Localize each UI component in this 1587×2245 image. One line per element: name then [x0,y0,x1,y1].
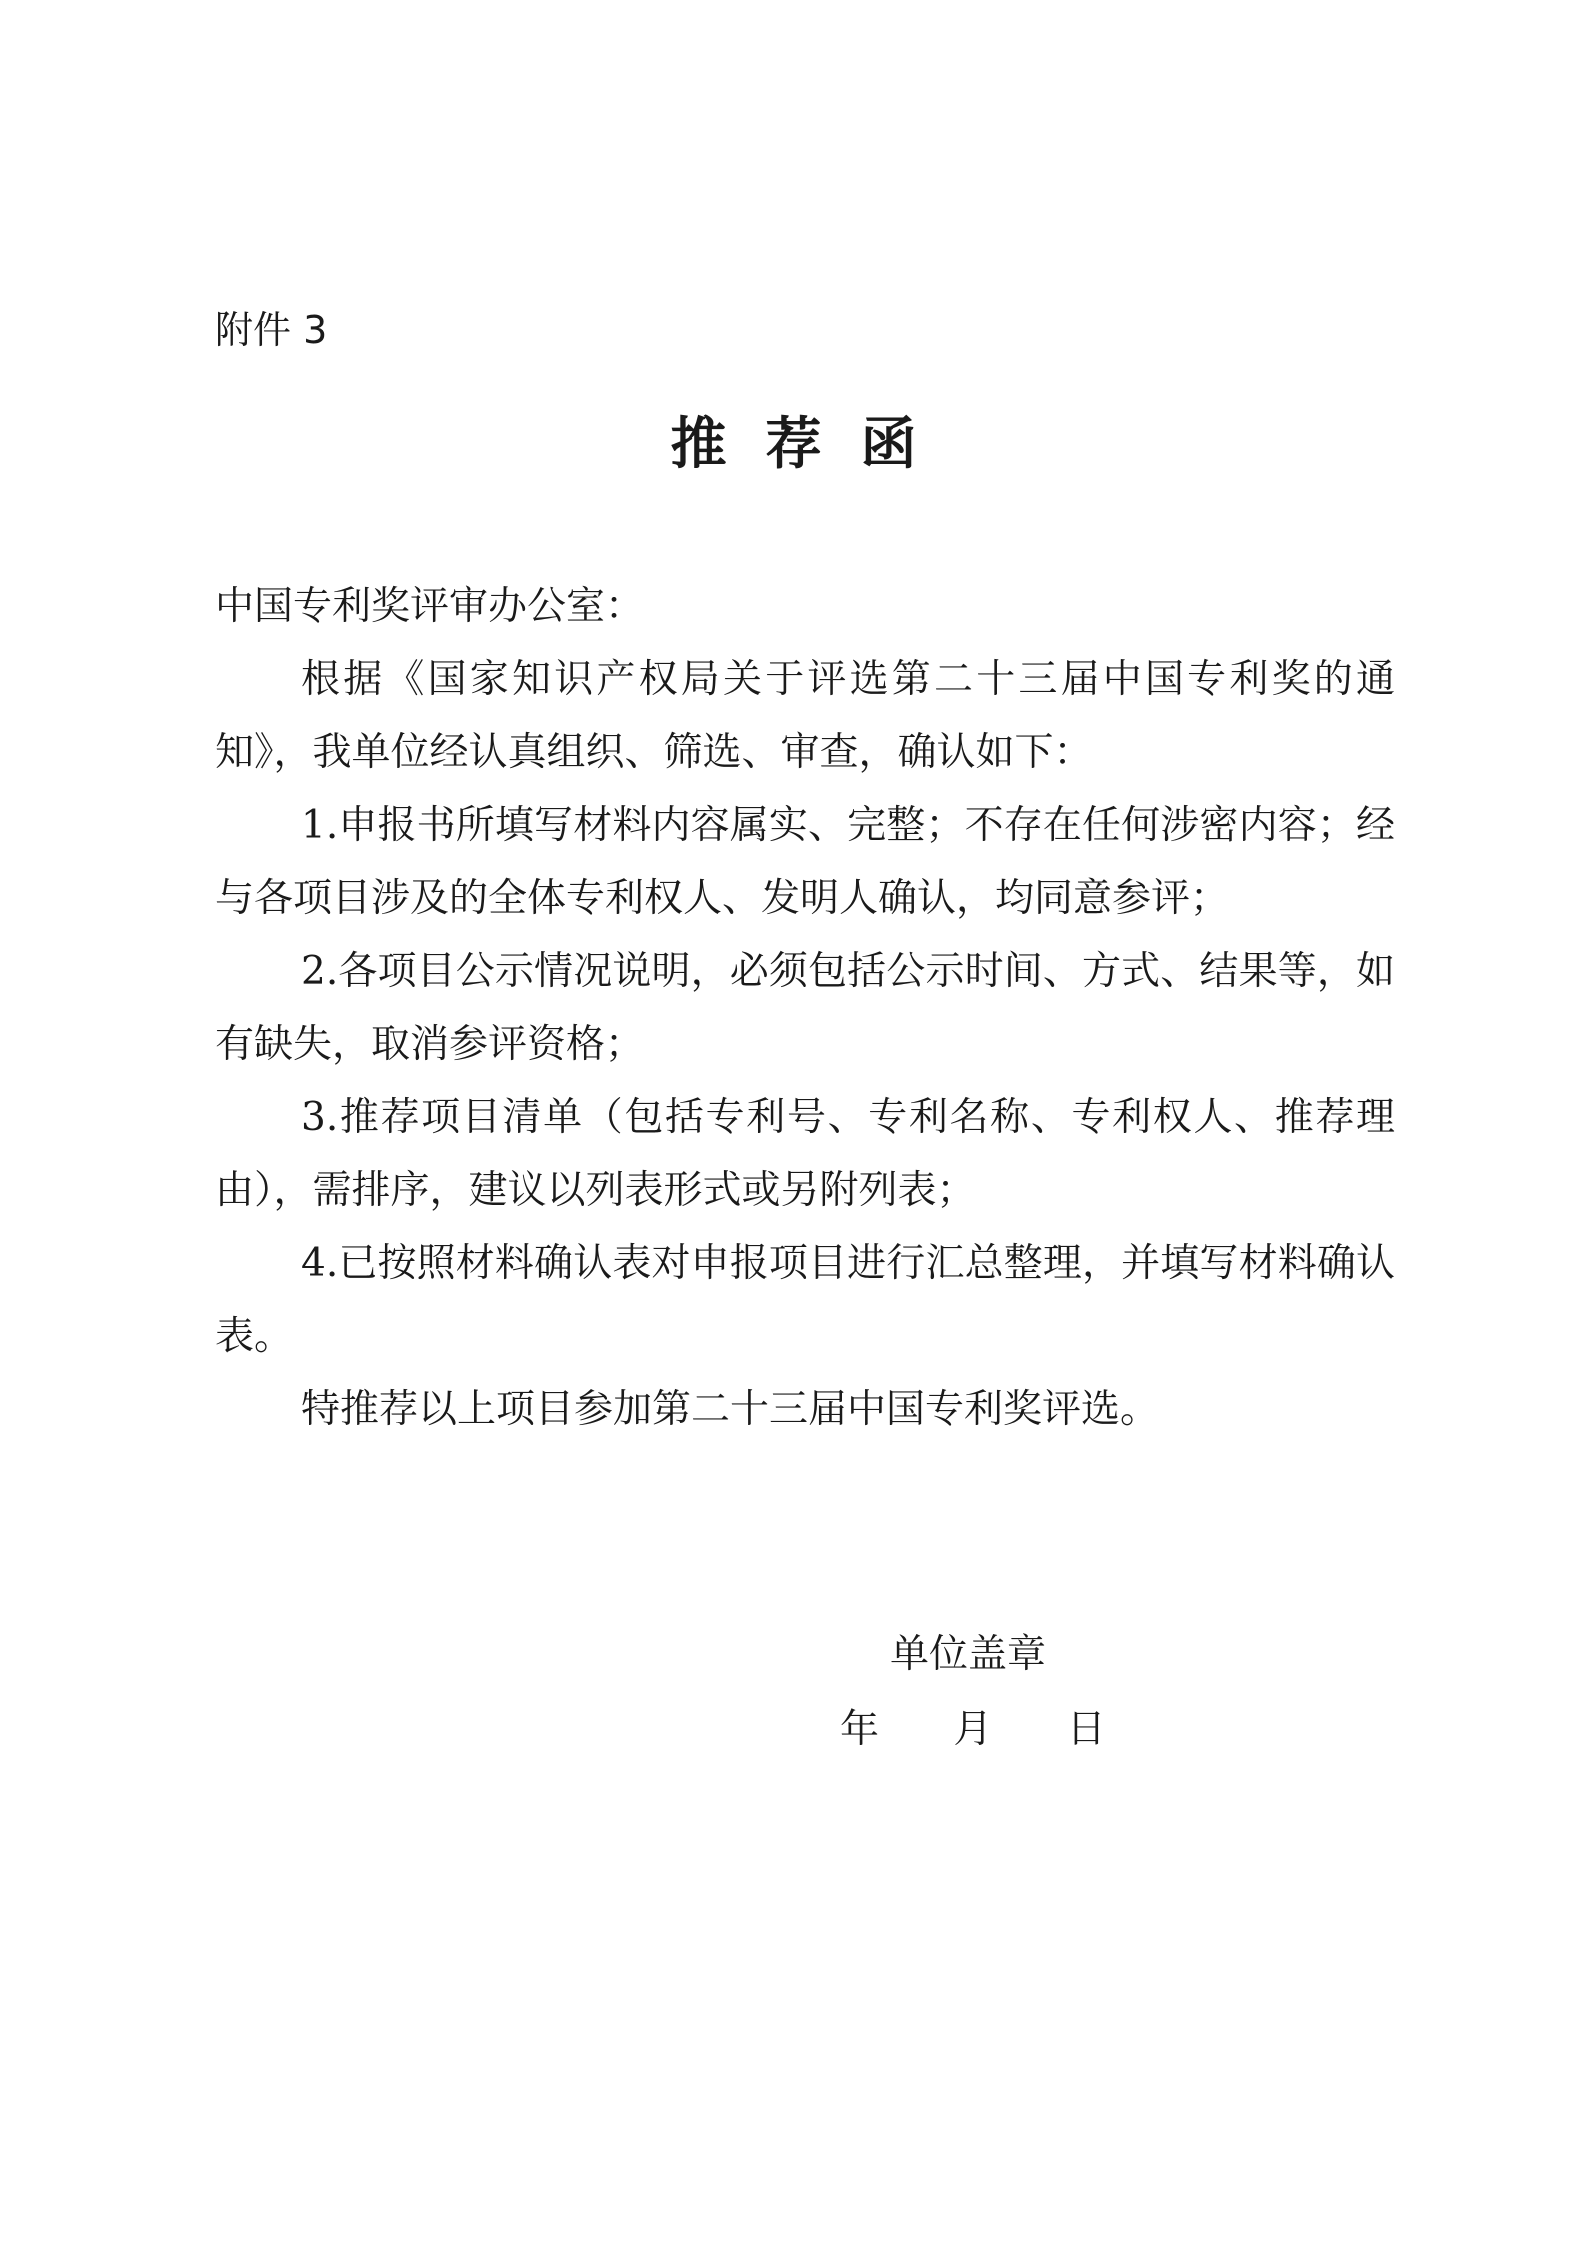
date-line: 年 月 日 [840,1707,1106,1752]
attachment-label: 附件 3 [215,308,328,352]
letter-body [215,570,1395,1446]
unit-seal-label: 单位盖章 [890,1632,1047,1677]
closing-paragraph: 特推荐以上项目参加第二十三届中国专利奖评选。 [301,1387,1160,1432]
salutation: 中国专利奖评审办公室： [215,584,645,629]
item-2-paragraph: 2.各项目公示情况说明，必须包括公示时间、方式、结果等，如有缺失，取消参评资格； [215,949,1395,1067]
document-title: 推 荐 函 [670,412,917,477]
item-3-paragraph: 3.推荐项目清单（包括专利号、专利名称、专利权人、推荐理由），需排序，建议以列表形式或另附列表； [215,1095,1395,1213]
item-1-paragraph: 1.申报书所填写材料内容属实、完整；不存在任何涉密内容；经与各项目涉及的全体专利权人、发明人确认，均同意参评； [215,803,1395,921]
item-4-paragraph: 4.已按照材料确认表对申报项目进行汇总整理，并填写材料确认表。 [215,1241,1395,1359]
intro-paragraph: 根据《国家知识产权局关于评选第二十三届中国专利奖的通知》，我单位经认真组织、筛选、审查，确认如下： [215,657,1395,775]
